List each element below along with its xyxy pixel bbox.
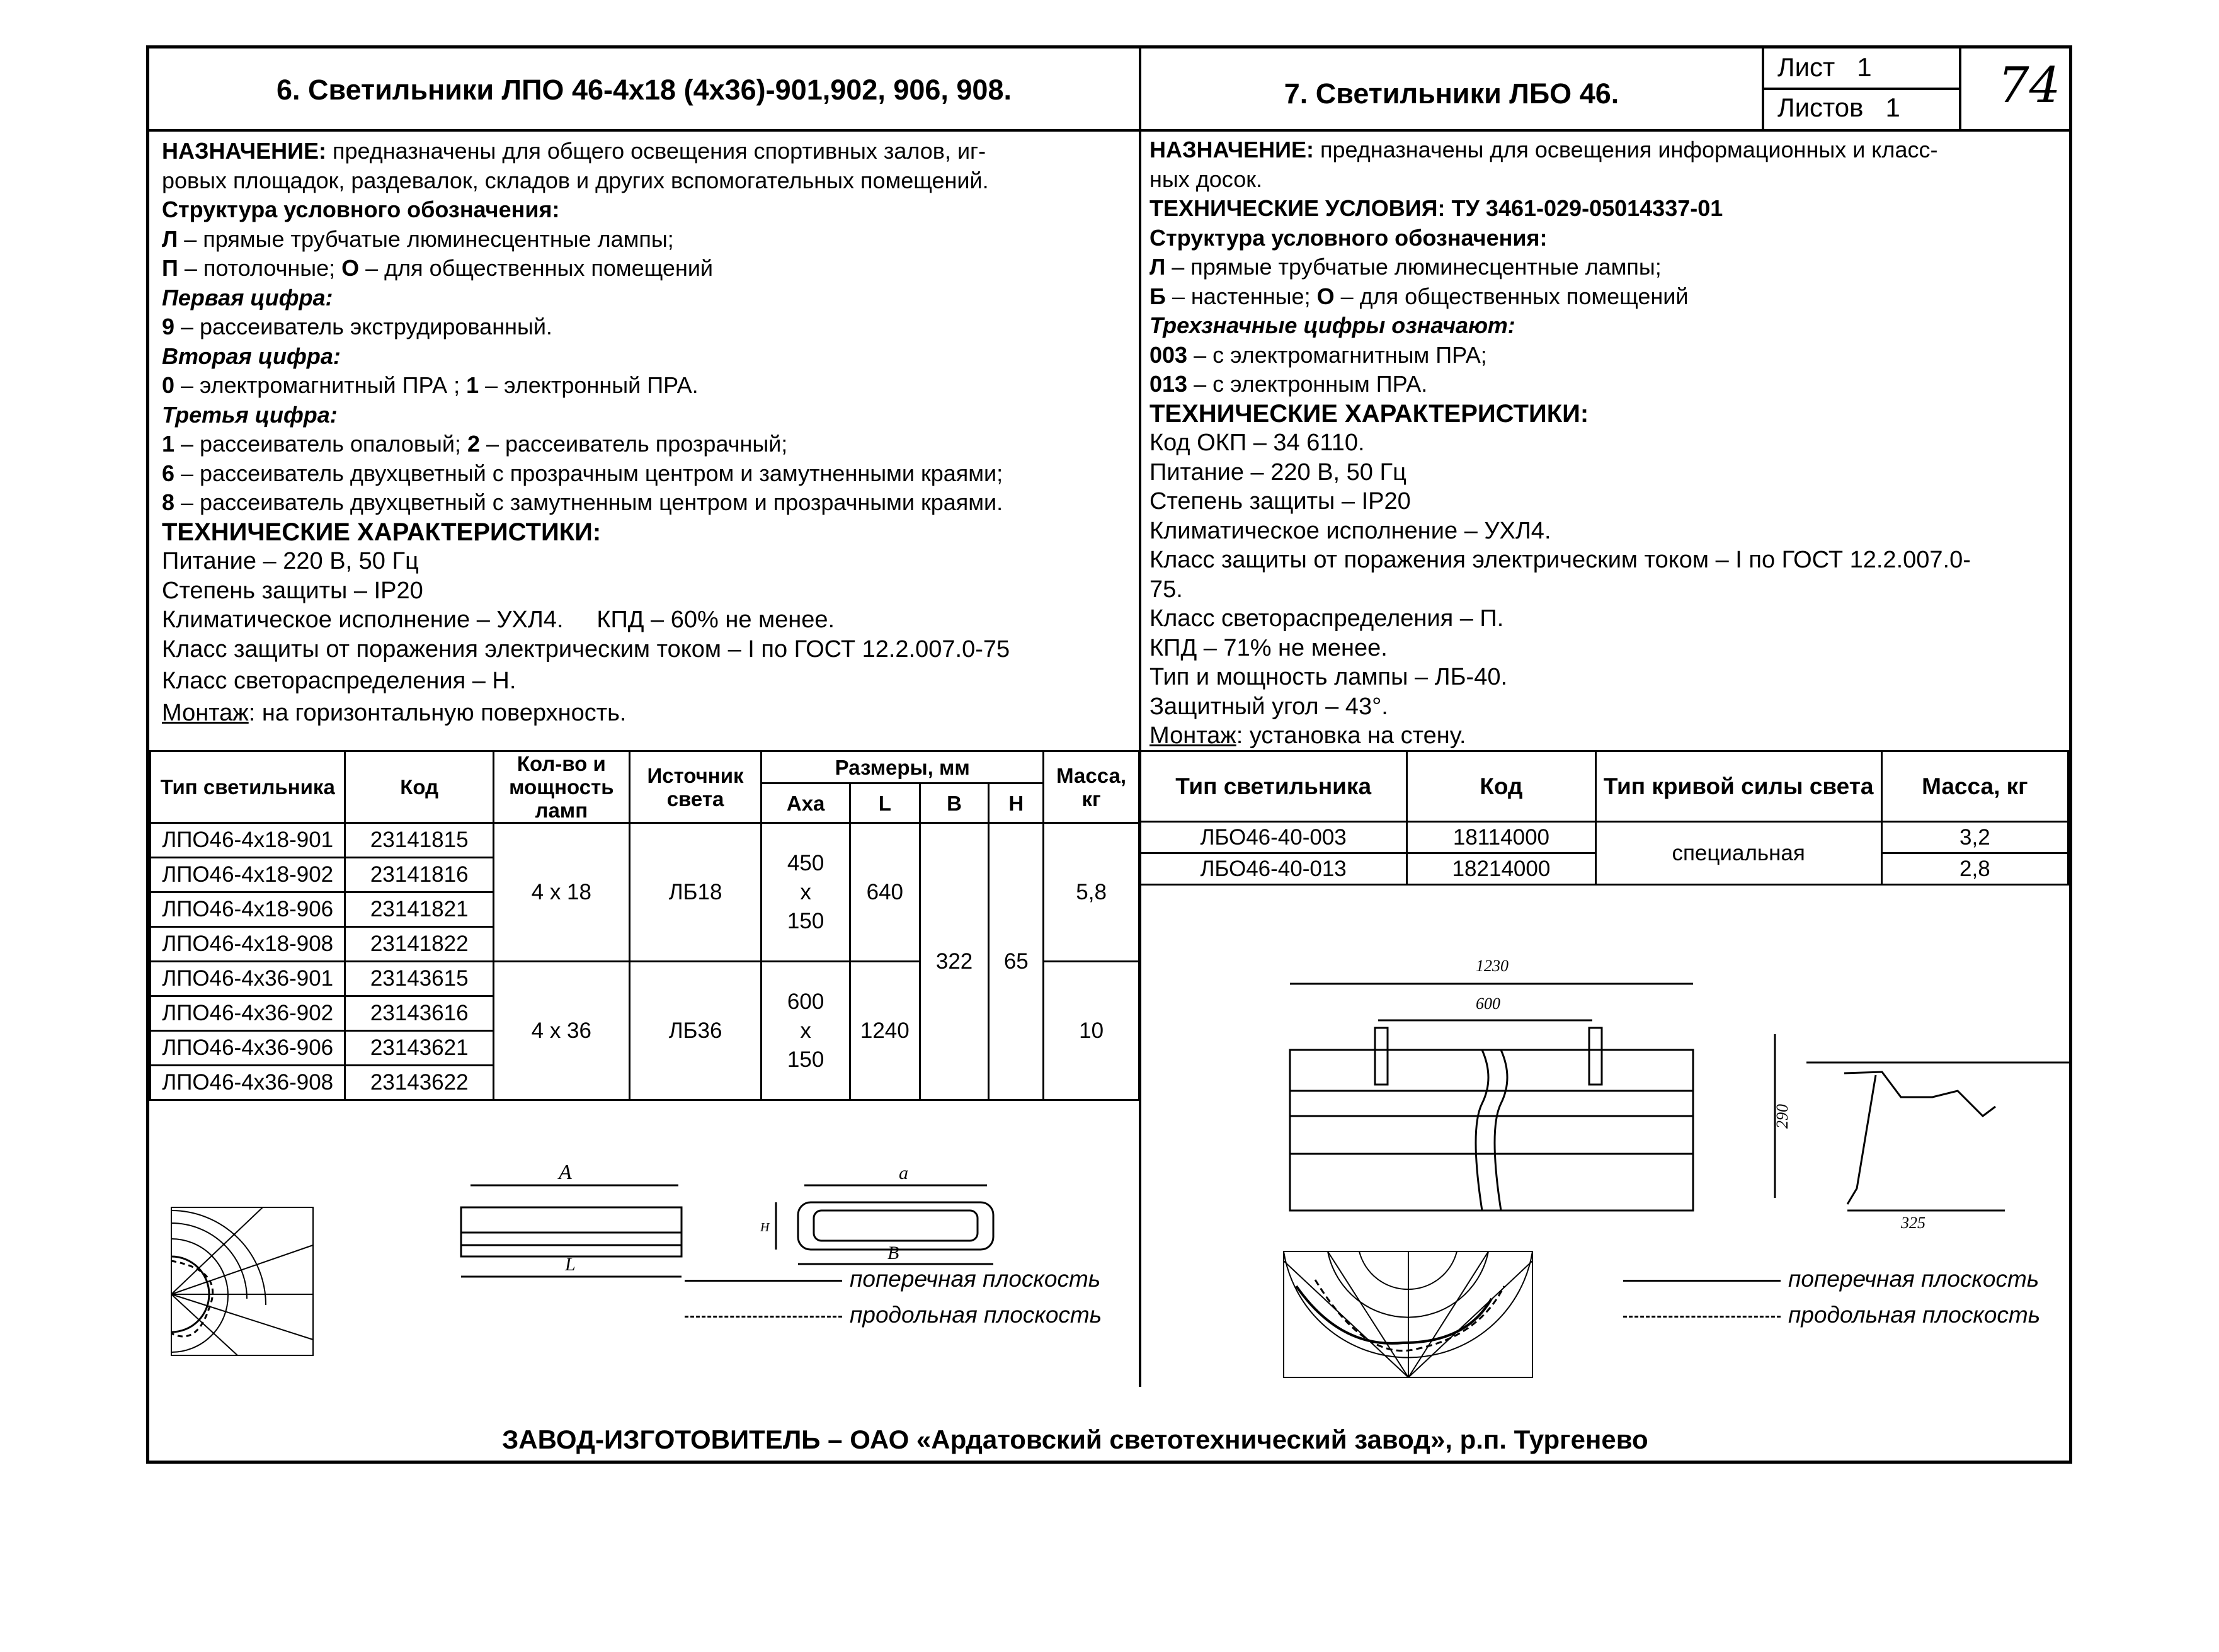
table-cell-code: 23143622 <box>345 1066 494 1100</box>
table-cell-type: ЛПО46-4x36-908 <box>151 1066 345 1100</box>
table-cell-code: 23143621 <box>345 1031 494 1066</box>
table-cell-code: 18114000 <box>1407 822 1595 853</box>
table-cell-axa: 600 x 150 <box>762 962 850 1100</box>
left-title: 6. Светильники ЛПО 46-4x18 (4x36)-901,902, 906, 908. <box>277 74 1012 106</box>
col-header-mass: Масса, кг <box>1044 751 1139 823</box>
table-cell-qty: 4 x 18 <box>493 823 629 962</box>
table-cell-type: ЛБО46-40-003 <box>1140 822 1407 853</box>
left-description: НАЗНАЧЕНИЕ: предназначены для общего освещения спортивных залов, иг- ровых площадок, раздевалок, складов и других вспомогательных помещений. Структура условного обозначения: Л – прямые трубчатые люминесцентные лампы; П – потолочные; О – для общественных помещений Первая цифра: 9 – рассеиватель экструдированный. Вторая цифра: 0 – электромагнитный ПРА ; 1 – электронный ПРА. Третья цифра: 1 – рассеиватель опаловый; 2 – рассеиватель прозрачный; 6 – рассеиватель двухцветный с прозрачным центром и замутненными краями; 8 – рассеиватель двухцветный с замутненным центром и прозрачными краями. ТЕХНИЧЕСКИЕ ХАРАКТЕРИСТИКИ: Питание – 220 В, 50 Гц Степень защиты – IP20 Климатическое исполнение – УХЛ4. КПД – 60% не менее. Класс защиты от поражения электрическим током – I по ГОСТ 12.2.007.0-75 Класс светораспределения – Н. Монтаж: на горизонтальную поверхность. <box>162 138 1010 726</box>
right-spec-table <box>1139 750 2069 886</box>
col-header-mass: Масса, кг <box>1881 751 2068 822</box>
table-cell-source: ЛБ18 <box>629 823 762 962</box>
table-cell-mass: 2,8 <box>1881 853 2068 885</box>
handwritten-page-number: 74 <box>1998 57 2061 114</box>
dim-label-a-small: a <box>899 1163 908 1183</box>
col-header-code: Код <box>345 751 494 823</box>
table-cell-type: ЛПО46-4x36-901 <box>151 962 345 996</box>
table-cell-b: 322 <box>920 823 989 1100</box>
sheets-label: Листов 1 <box>1777 93 1900 122</box>
right-legend-cross: поперечная плоскость <box>1623 1266 2039 1292</box>
col-header-curve: Тип кривой силы света <box>1595 751 1881 822</box>
table-cell-code: 23143616 <box>345 996 494 1031</box>
right-title: 7. Светильники ЛБО 46. <box>1284 77 1619 110</box>
table-cell-code: 23141816 <box>345 858 494 892</box>
col-header-h: H <box>989 783 1044 823</box>
table-cell-type: ЛПО46-4x36-906 <box>151 1031 345 1066</box>
table-cell-axa: 450 x 150 <box>762 823 850 962</box>
table-cell-code: 23143615 <box>345 962 494 996</box>
col-header-l: L <box>850 783 920 823</box>
col-header-source: Источник света <box>629 751 762 823</box>
right-description: НАЗНАЧЕНИЕ: предназначены для освещения информационных и класс- ных досок. ТЕХНИЧЕСКИЕ УСЛОВИЯ: ТУ 3461-029-05014337-01 Структура условного обозначения: Л – прямые трубчатые люминесцентные лампы; Б – настенные; О – для общественных помещений Трехзначные цифры означают: 003 – с электромагнитным ПРА; 013 – с электронным ПРА. ТЕХНИЧЕСКИЕ ХАРАКТЕРИСТИКИ: Код ОКП – 34 6110. Питание – 220 В, 50 Гц Степень защиты – IP20 Климатическое исполнение – УХЛ4. Класс защиты от поражения электрическим током – I по ГОСТ 12.2.007.0- 75. Класс светораспределения – П. КПД – 71% не менее. Тип и мощность лампы – ЛБ-40. Защитный угол – 43°. Монтаж: установка на стену. <box>1149 137 1971 749</box>
left-polar-diagram <box>171 1207 313 1355</box>
table-cell-mass: 10 <box>1044 962 1139 1100</box>
sheet-label: Лист 1 <box>1777 52 1872 82</box>
table-cell-type: ЛБО46-40-013 <box>1140 853 1407 885</box>
table-cell-type: ЛПО46-4x18-908 <box>151 927 345 962</box>
stamp-border-row <box>1762 88 1960 90</box>
left-drawings <box>149 1119 1139 1387</box>
dim-label-1230: 1230 <box>1476 957 1509 975</box>
table-cell-code: 18214000 <box>1407 853 1595 885</box>
col-header-axa: Axa <box>762 783 850 823</box>
table-cell-code: 23141821 <box>345 892 494 927</box>
col-header-type: Тип светильника <box>151 751 345 823</box>
dim-label-290: 290 <box>1773 1104 1791 1129</box>
left-legend-cross: поперечная плоскость <box>685 1266 1100 1292</box>
table-cell-l: 640 <box>850 823 920 962</box>
left-legend-long: продольная плоскость <box>685 1302 1102 1328</box>
table-cell-h: 65 <box>989 823 1044 1100</box>
table-cell-qty: 4 x 36 <box>493 962 629 1100</box>
dim-label-b: B <box>887 1243 899 1263</box>
table-cell-source: ЛБ36 <box>629 962 762 1100</box>
table-cell-code: 23141815 <box>345 823 494 858</box>
col-header-b: B <box>920 783 989 823</box>
col-header-dims: Размеры, мм <box>762 751 1044 783</box>
col-header-qty: Кол-во и мощность ламп <box>493 751 629 823</box>
table-cell-type: ЛПО46-4x18-906 <box>151 892 345 927</box>
table-cell-type: ЛПО46-4x18-902 <box>151 858 345 892</box>
right-legend-long: продольная плоскость <box>1623 1302 2040 1328</box>
table-cell-code: 23141822 <box>345 927 494 962</box>
right-front-view <box>1290 957 1693 1211</box>
dim-label-h: H <box>760 1221 770 1234</box>
manufacturer-footer: ЗАВОД-ИЗГОТОВИТЕЛЬ – ОАО «Ардатовский светотехнический завод», р.п. Тургенево <box>502 1425 1648 1454</box>
document-sheet <box>146 45 2072 1464</box>
right-side-profile <box>1773 1034 2069 1232</box>
left-end-view <box>760 1163 993 1264</box>
table-cell-mass: 3,2 <box>1881 822 2068 853</box>
title-row-border <box>149 129 2069 132</box>
col-header-code: Код <box>1407 751 1595 822</box>
table-cell-type: ЛПО46-4x36-902 <box>151 996 345 1031</box>
table-cell-l: 1240 <box>850 962 920 1100</box>
dim-label-l: L <box>565 1254 576 1275</box>
dim-label-600: 600 <box>1476 994 1500 1013</box>
left-spec-table <box>149 750 1140 1101</box>
dim-label-325: 325 <box>1901 1214 1925 1232</box>
right-polar-diagram <box>1284 1251 1532 1377</box>
col-header-type: Тип светильника <box>1140 751 1407 822</box>
table-cell-curve: специальная <box>1595 822 1881 885</box>
table-cell-type: ЛПО46-4x18-901 <box>151 823 345 858</box>
dim-label-a: A <box>559 1161 572 1184</box>
left-side-view <box>461 1161 682 1277</box>
table-cell-mass: 5,8 <box>1044 823 1139 962</box>
